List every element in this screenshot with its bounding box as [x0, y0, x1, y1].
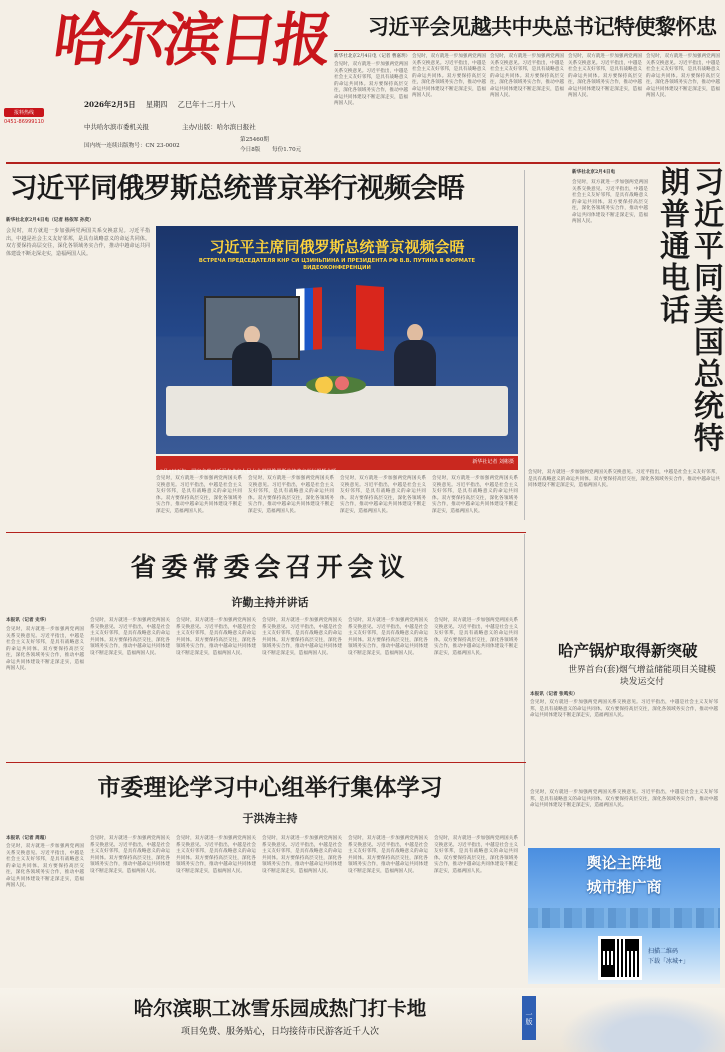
tech-column-1: 会见时，双方就进一步加强两党两国关系交换意见。习近平指出，中越是社会主义友好邻邦，是具有战略意义的命运共同体。双方要保持高层交往，深化各领域务实合作，推动中越命运共同体建设不断走深走实，造福两国人民。	[530, 700, 718, 718]
study-column-4: 会见时，双方就进一步加强两党两国关系交换意见。习近平指出，中越是社会主义友好邻邦，是具有战略意义的命运共同体。双方要保持高层交往，深化各领域务实合作，推动中越命运共同体建设不断走深走实，造福两国人民。	[262, 836, 342, 874]
tech-subhead: 世界首台(套)烟气增益储能项目关键模块发运交付	[568, 665, 716, 687]
main-story-column-3: 会见时，双方就进一步加强两党两国关系交换意见。习近平指出，中越是社会主义友好邻邦，是具有战略意义的命运共同体。双方要保持高层交往，深化各领域务实合作，推动中越命运共同体建设不断走深走实，造福两国人民。	[248, 476, 334, 514]
side-story-rule	[524, 170, 525, 520]
main-story-column-1: 会见时，双方就进一步加强两党两国关系交换意见。习近平指出，中越是社会主义友好邻邦，是具有战略意义的命运共同体。双方要保持高层交往，深化各领域务实合作，推动中越命运共同体建设不断走深走实，造福两国人民。	[6, 228, 150, 257]
main-story-byline: 新华社北京2月4日电（记者 杨依军 孙奕）	[6, 218, 94, 223]
study-column-6: 会见时，双方就进一步加强两党两国关系交换意见。习近平指出，中越是社会主义友好邻邦，是具有战略意义的命运共同体。双方要保持高层交往，深化各领域务实合作，推动中越命运共同体建设不断走深走实，造福两国人民。	[434, 836, 518, 874]
price: 每份1.70元	[272, 147, 302, 153]
photo-banner-title: 习近平主席同俄罗斯总统普京视频会晤	[209, 238, 465, 256]
bottom-banner	[0, 988, 725, 1052]
promo-skyline	[528, 908, 720, 928]
hotline-label: 报料热线	[4, 108, 44, 117]
main-story-headline[interactable]: 习近平同俄罗斯总统普京举行视频会晤	[10, 172, 464, 204]
side-story-column-2: 会见时，双方就进一步加强两党两国关系交换意见。习近平指出，中越是社会主义友好邻邦，是具有战略意义的命运共同体。双方要保持高层交往，深化各领域务实合作，推动中越命运共同体建设不断走深走实，造福两国人民。	[528, 470, 720, 488]
bottom-subhead: 项目免费、服务贴心，日均接待市民游客近千人次	[180, 1027, 379, 1037]
photo-caption-text: 2月4日下午，国家主席习近平在北京人民大会堂同俄罗斯总统普京举行视频会晤。	[160, 469, 342, 475]
main-photo	[156, 226, 518, 454]
date: 2026年2月5日	[84, 100, 136, 109]
provincial-column-6: 会见时，双方就进一步加强两党两国关系交换意见。习近平指出，中越是社会主义友好邻邦，是具有战略意义的命运共同体。双方要保持高层交往，深化各领域务实合作，推动中越命运共同体建设不断走深走实，造福两国人民。	[434, 618, 518, 656]
publisher: 中共哈尔滨市委机关报	[84, 123, 149, 131]
provincial-subhead: 许勤主持并讲话	[231, 596, 309, 609]
top-news-column-5: 会见时，双方就进一步加强两党两国关系交换意见。习近平指出，中越是社会主义友好邻邦，是具有战略意义的命运共同体。双方要保持高层交往，深化各领域务实合作，推动中越命运共同体建设不断走深走实，造福两国人民。	[646, 54, 720, 98]
main-story-column-5: 会见时，双方就进一步加强两党两国关系交换意见。习近平指出，中越是社会主义友好邻邦，是具有战略意义的命运共同体。双方要保持高层交往，深化各领域务实合作，推动中越命运共同体建设不断走深走实，造福两国人民。	[432, 476, 518, 514]
main-story-column-4: 会见时，双方就进一步加强两党两国关系交换意见。习近平指出，中越是社会主义友好邻邦，是具有战略意义的命运共同体。双方要保持高层交往，深化各领域务实合作，推动中越命运共同体建设不断走深走实，造福两国人民。	[340, 476, 426, 514]
bottom-headline[interactable]: 哈尔滨职工冰雪乐园成热门打卡地	[133, 997, 427, 1020]
flag-china	[356, 285, 384, 351]
issn: 国内统一连续出版物号：CN 23-0002	[84, 143, 180, 149]
main-story-column-2: 会见时，双方就进一步加强两党两国关系交换意见。习近平指出，中越是社会主义友好邻邦，是具有战略意义的命运共同体。双方要保持高层交往，深化各领域务实合作，推动中越命运共同体建设不断走深走实，造福两国人民。	[156, 476, 242, 514]
promo-title: 舆论主阵地	[586, 854, 662, 872]
provincial-headline[interactable]: 省委常委会召开会议	[130, 553, 410, 583]
top-news-rule	[334, 50, 720, 51]
photo-credit: 新华社记者 刘彬摄	[472, 459, 514, 465]
person-left	[230, 326, 274, 388]
weekday: 星期四	[145, 100, 168, 109]
tech-headline[interactable]: 哈产锅炉取得新突破	[558, 642, 698, 660]
study-column-3: 会见时，双方就进一步加强两党两国关系交换意见。习近平指出，中越是社会主义友好邻邦，是具有战略意义的命运共同体。双方要保持高层交往，深化各领域务实合作，推动中越命运共同体建设不断走深走实，造福两国人民。	[176, 836, 256, 874]
study-column-2: 会见时，双方就进一步加强两党两国关系交换意见。习近平指出，中越是社会主义友好邻邦，是具有战略意义的命运共同体。双方要保持高层交往，深化各领域务实合作，推动中越命运共同体建设不断走深走实，造福两国人民。	[90, 836, 170, 874]
provincial-byline: 本报讯（记者 史华）	[6, 618, 49, 623]
page-count: 今日8版	[240, 147, 261, 153]
study-byline: 本报讯（记者 周超）	[6, 836, 49, 841]
top-news-column-2: 会见时，双方就进一步加强两党两国关系交换意见。习近平指出，中越是社会主义友好邻邦，是具有战略意义的命运共同体。双方要保持高层交往，深化各领域务实合作，推动中越命运共同体建设不断走深走实，造福两国人民。	[412, 54, 486, 98]
issue-date	[84, 100, 235, 110]
provincial-column-1: 会见时，双方就进一步加强两党两国关系交换意见。习近平指出，中越是社会主义友好邻邦，是具有战略意义的命运共同体。双方要保持高层交往，深化各领域务实合作，推动中越命运共同体建设不断走深走实，造福两国人民。	[6, 627, 84, 671]
study-headline[interactable]: 市委理论学习中心组举行集体学习	[97, 775, 443, 801]
flower-arrangement	[306, 376, 366, 394]
study-column-5: 会见时，双方就进一步加强两党两国关系交换意见。习近平指出，中越是社会主义友好邻邦，是具有战略意义的命运共同体。双方要保持高层交往，深化各领域务实合作，推动中越命运共同体建设不断走深走实，造福两国人民。	[348, 836, 428, 874]
page-tag: 一版	[522, 996, 536, 1040]
qr-code[interactable]	[598, 936, 642, 980]
study-subhead: 于洪涛主持	[242, 812, 298, 825]
hotline-badge	[4, 108, 44, 132]
top-news-column-1: 会见时，双方就进一步加强两党两国关系交换意见。习近平指出，中越是社会主义友好邻邦，是具有战略意义的命运共同体。双方要保持高层交往，深化各领域务实合作，推动中越命运共同体建设不断走深走实，造福两国人民。	[334, 62, 408, 106]
lunar-date: 乙巳年十二月十八	[177, 100, 236, 109]
photo-banner-russian: ВСТРЕЧА ПРЕДСЕДАТЕЛЯ КНР СИ ЦЗИНЬПИНА И ПРЕЗИДЕНТА РФ В.В. ПУТИНА В ФОРМАТЕ ВИДЕОКОНФЕРЕНЦИИ	[198, 258, 476, 271]
section-divider-top	[6, 162, 720, 164]
side-story-column-1: 会见时，双方就进一步加强两党两国关系交换意见。习近平指出，中越是社会主义友好邻邦，是具有战略意义的命运共同体。双方要保持高层交往，深化各领域务实合作，推动中越命运共同体建设不断走深走实，造福两国人民。	[572, 180, 648, 224]
provincial-column-2: 会见时，双方就进一步加强两党两国关系交换意见。习近平指出，中越是社会主义友好邻邦，是具有战略意义的命运共同体。双方要保持高层交往，深化各领域务实合作，推动中越命运共同体建设不断走深走实，造福两国人民。	[90, 618, 170, 656]
qr-hint-app: 下载「冰城+」	[648, 958, 690, 965]
side-story-headline[interactable]: 习近平同美国总统特朗普通电话	[654, 166, 723, 454]
person-right	[392, 324, 438, 388]
provincial-column-4: 会见时，双方就进一步加强两党两国关系交换意见。习近平指出，中越是社会主义友好邻邦，是具有战略意义的命运共同体。双方要保持高层交往，深化各领域务实合作，推动中越命运共同体建设不断走深走实，造福两国人民。	[262, 618, 342, 656]
tech-rule	[524, 534, 525, 846]
photo-caption	[156, 456, 518, 475]
section-divider-mid	[6, 532, 526, 533]
study-column-1: 会见时，双方就进一步加强两党两国关系交换意见。习近平指出，中越是社会主义友好邻邦，是具有战略意义的命运共同体。双方要保持高层交往，深化各领域务实合作，推动中越命运共同体建设不断走深走实，造福两国人民。	[6, 844, 84, 888]
promo-subtitle: 城市推广商	[586, 878, 662, 896]
newspaper-logo: 哈尔滨日报	[49, 6, 334, 74]
tech-column-2: 会见时，双方就进一步加强两党两国关系交换意见。习近平指出，中越是社会主义友好邻邦，是具有战略意义的命运共同体。双方要保持高层交往，深化各领域务实合作，推动中越命运共同体建设不断走深走实，造福两国人民。	[530, 790, 718, 808]
promo-block	[528, 848, 720, 984]
section-divider-study	[6, 762, 526, 763]
bottom-decoration	[544, 988, 725, 1052]
tech-byline: 本报讯（记者 张鸣实）	[530, 692, 578, 697]
qr-hint: 扫描二维码	[648, 948, 679, 955]
serial-number: 第25460期	[240, 137, 269, 143]
provincial-column-3: 会见时，双方就进一步加强两党两国关系交换意见。习近平指出，中越是社会主义友好邻邦，是具有战略意义的命运共同体。双方要保持高层交往，深化各领域务实合作，推动中越命运共同体建设不断走深走实，造福两国人民。	[176, 618, 256, 656]
hotline-number: 0451-86999110	[4, 119, 44, 125]
side-story-byline: 新华社北京2月4日电	[572, 170, 616, 175]
sponsor: 主办/出版：哈尔滨日报社	[182, 123, 256, 131]
top-news-column-3: 会见时，双方就进一步加强两党两国关系交换意见。习近平指出，中越是社会主义友好邻邦，是具有战略意义的命运共同体。双方要保持高层交往，深化各领域务实合作，推动中越命运共同体建设不断走深走实，造福两国人民。	[490, 54, 564, 98]
provincial-column-5: 会见时，双方就进一步加强两党两国关系交换意见。习近平指出，中越是社会主义友好邻邦，是具有战略意义的命运共同体。双方要保持高层交往，深化各领域务实合作，推动中越命运共同体建设不断走深走实，造福两国人民。	[348, 618, 428, 656]
top-news-byline: 新华社北京2月4日电（记者 曹嘉玥）	[334, 54, 411, 59]
top-news-column-4: 会见时，双方就进一步加强两党两国关系交换意见。习近平指出，中越是社会主义友好邻邦，是具有战略意义的命运共同体。双方要保持高层交往，深化各领域务实合作，推动中越命运共同体建设不断走深走实，造福两国人民。	[568, 54, 642, 98]
top-news-headline[interactable]: 习近平会见越共中央总书记特使黎怀忠	[368, 15, 717, 39]
